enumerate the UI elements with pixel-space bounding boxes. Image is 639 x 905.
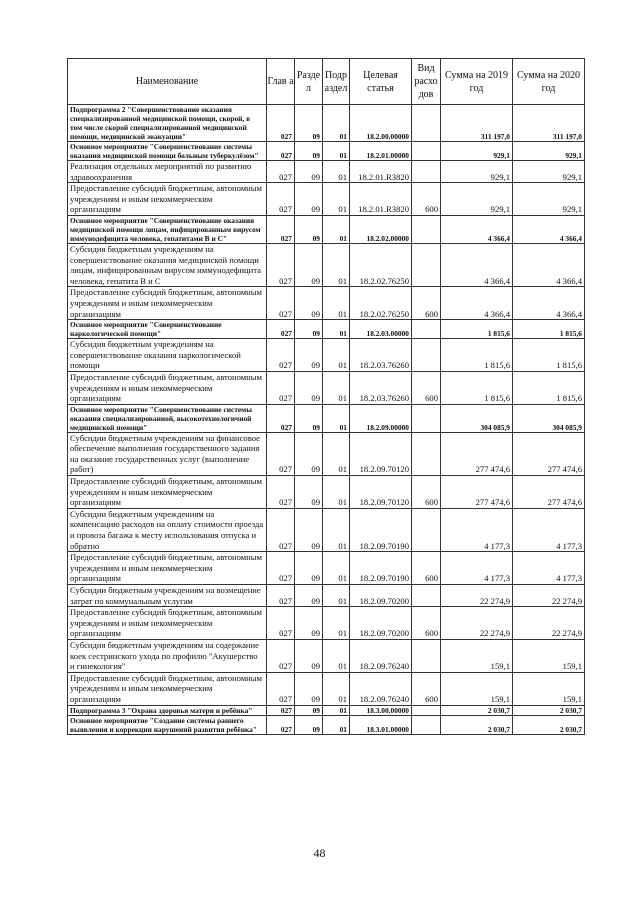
cell-target: 18.2.02.00000 [350, 215, 412, 243]
cell-name: Основное мероприятие "Совершенствование системы оказания медицинской помощи больным туберкулёзом" [68, 142, 267, 161]
cell-sum2019: 929,1 [441, 161, 513, 183]
cell-vid [412, 508, 441, 551]
table-row [68, 105, 585, 142]
cell-podrazdel: 01 [323, 161, 350, 183]
cell-razdel: 09 [295, 287, 323, 320]
col-header-name: Наименование [68, 59, 267, 105]
table-row [68, 320, 585, 339]
cell-sum2019: 159,1 [441, 639, 513, 672]
cell-vid: 600 [412, 183, 441, 216]
table-row [68, 552, 585, 585]
cell-name: Предоставление субсидий бюджетным, автономным учреждениям и иным некоммерческим организациям [68, 672, 267, 705]
cell-vid [412, 639, 441, 672]
cell-vid [412, 320, 441, 339]
cell-glava: 027 [267, 432, 295, 475]
cell-target: 18.3.01.00000 [350, 715, 412, 734]
table-row [68, 404, 585, 432]
cell-podrazdel: 01 [323, 320, 350, 339]
table-row [68, 607, 585, 640]
cell-sum2019: 1 815,6 [441, 371, 513, 404]
cell-vid [412, 404, 441, 432]
cell-target: 18.2.09.70120 [350, 476, 412, 509]
cell-podrazdel: 01 [323, 404, 350, 432]
cell-podrazdel: 01 [323, 287, 350, 320]
cell-sum2019: 22 274,9 [441, 585, 513, 607]
page-number: 48 [313, 846, 326, 860]
cell-glava: 027 [267, 105, 295, 142]
cell-sum2020: 277 474,6 [513, 476, 585, 509]
cell-target: 18.2.01.00000 [350, 142, 412, 161]
cell-glava: 027 [267, 215, 295, 243]
cell-vid: 600 [412, 287, 441, 320]
cell-glava: 027 [267, 320, 295, 339]
cell-vid [412, 339, 441, 372]
cell-podrazdel: 01 [323, 715, 350, 734]
cell-name: Предоставление субсидий бюджетным, автономным учреждениям и иным некоммерческим организациям [68, 287, 267, 320]
cell-target: 18.2.09.70200 [350, 607, 412, 640]
cell-sum2019: 2 030,7 [441, 705, 513, 715]
cell-podrazdel: 01 [323, 339, 350, 372]
cell-sum2020: 22 274,9 [513, 585, 585, 607]
cell-target: 18.2.03.76260 [350, 371, 412, 404]
cell-sum2019: 311 197,0 [441, 105, 513, 142]
cell-sum2020: 4 366,4 [513, 287, 585, 320]
cell-target: 18.3.00.00000 [350, 705, 412, 715]
cell-razdel: 09 [295, 371, 323, 404]
table-row [68, 705, 585, 715]
cell-vid [412, 585, 441, 607]
cell-glava: 027 [267, 142, 295, 161]
col-header-target: Целевая статья [350, 59, 412, 105]
cell-target: 18.2.09.70190 [350, 552, 412, 585]
cell-sum2020: 1 815,6 [513, 320, 585, 339]
cell-podrazdel: 01 [323, 639, 350, 672]
cell-vid: 600 [412, 607, 441, 640]
cell-sum2019: 2 030,7 [441, 715, 513, 734]
cell-sum2019: 4 177,3 [441, 552, 513, 585]
cell-name: Основное мероприятие "Совершенствование оказания медицинской помощи лицам, инфицированным вирусом иммунодефицита человека, гепатитами В и С" [68, 215, 267, 243]
table-row [68, 476, 585, 509]
cell-sum2019: 929,1 [441, 183, 513, 216]
cell-sum2019: 1 815,6 [441, 320, 513, 339]
cell-podrazdel: 01 [323, 142, 350, 161]
table-row [68, 161, 585, 183]
cell-razdel: 09 [295, 476, 323, 509]
table-row [68, 672, 585, 705]
cell-name: Предоставление субсидий бюджетным, автономным учреждениям и иным некоммерческим организациям [68, 371, 267, 404]
cell-razdel: 09 [295, 320, 323, 339]
cell-sum2020: 4 366,4 [513, 243, 585, 286]
cell-name: Предоставление субсидий бюджетным, автономным учреждениям и иным некоммерческим организациям [68, 607, 267, 640]
cell-razdel: 09 [295, 639, 323, 672]
cell-name: Субсидия бюджетным учреждениям на совершенствование оказания наркологической помощи [68, 339, 267, 372]
cell-vid [412, 161, 441, 183]
cell-sum2020: 304 085,9 [513, 404, 585, 432]
cell-target: 18.2.01.R3820 [350, 183, 412, 216]
cell-sum2020: 311 197,0 [513, 105, 585, 142]
cell-razdel: 09 [295, 672, 323, 705]
cell-podrazdel: 01 [323, 243, 350, 286]
cell-razdel: 09 [295, 215, 323, 243]
cell-sum2019: 277 474,6 [441, 476, 513, 509]
table-row [68, 371, 585, 404]
cell-sum2020: 2 030,7 [513, 705, 585, 715]
cell-name: Предоставление субсидий бюджетным, автономным учреждениям и иным некоммерческим организациям [68, 476, 267, 509]
table-row [68, 715, 585, 734]
cell-sum2019: 4 366,4 [441, 287, 513, 320]
cell-glava: 027 [267, 371, 295, 404]
cell-sum2020: 159,1 [513, 672, 585, 705]
cell-name: Основное мероприятие "Совершенствование системы оказания специализированной, высокотехнологичной медицинской помощи" [68, 404, 267, 432]
cell-target: 18.2.09.76240 [350, 639, 412, 672]
table-row [68, 243, 585, 286]
cell-podrazdel: 01 [323, 215, 350, 243]
cell-name: Субсидия бюджетным учреждениям на содержание коек сестринского ухода по профилю "Акушерство и гинекология" [68, 639, 267, 672]
table-row [68, 183, 585, 216]
table-header-row [68, 59, 585, 105]
budget-table [67, 58, 585, 735]
cell-razdel: 09 [295, 105, 323, 142]
cell-target: 18.2.01.R3820 [350, 161, 412, 183]
cell-target: 18.2.00.00000 [350, 105, 412, 142]
cell-target: 18.2.02.76250 [350, 287, 412, 320]
cell-sum2019: 929,1 [441, 142, 513, 161]
cell-podrazdel: 01 [323, 672, 350, 705]
cell-glava: 027 [267, 161, 295, 183]
cell-podrazdel: 01 [323, 508, 350, 551]
cell-sum2020: 929,1 [513, 183, 585, 216]
cell-sum2019: 4 366,4 [441, 243, 513, 286]
cell-sum2020: 159,1 [513, 639, 585, 672]
cell-target: 18.2.09.00000 [350, 404, 412, 432]
cell-podrazdel: 01 [323, 552, 350, 585]
cell-glava: 027 [267, 243, 295, 286]
cell-glava: 027 [267, 339, 295, 372]
cell-target: 18.2.09.70120 [350, 432, 412, 475]
cell-vid: 600 [412, 672, 441, 705]
cell-sum2020: 2 030,7 [513, 715, 585, 734]
cell-razdel: 09 [295, 243, 323, 286]
cell-name: Подпрограмма 3 "Охрана здоровья матери и ребёнка" [68, 705, 267, 715]
cell-glava: 027 [267, 552, 295, 585]
cell-sum2020: 1 815,6 [513, 339, 585, 372]
cell-target: 18.2.02.76250 [350, 243, 412, 286]
cell-name: Основное мероприятие "Создание системы раннего выявления и коррекции нарушений развития ребёнка" [68, 715, 267, 734]
table-row [68, 287, 585, 320]
col-header-sum2019: Сумма на 2019 год [441, 59, 513, 105]
cell-name: Подпрограмма 2 "Совершенствование оказания специализированной медицинской помощи, скорой, в том числе скорой специализированной медицинской помощи, медицинской эвакуации" [68, 105, 267, 142]
cell-sum2019: 4 366,4 [441, 215, 513, 243]
table-row [68, 339, 585, 372]
cell-target: 18.2.09.76240 [350, 672, 412, 705]
cell-vid: 600 [412, 552, 441, 585]
cell-glava: 027 [267, 639, 295, 672]
cell-vid [412, 142, 441, 161]
cell-sum2019: 304 085,9 [441, 404, 513, 432]
cell-name: Реализация отдельных мероприятий по развитию здравоохранения [68, 161, 267, 183]
cell-podrazdel: 01 [323, 585, 350, 607]
table-row [68, 508, 585, 551]
cell-glava: 027 [267, 476, 295, 509]
cell-razdel: 09 [295, 705, 323, 715]
cell-vid [412, 215, 441, 243]
cell-name: Основное мероприятие "Совершенствование наркологической помощи" [68, 320, 267, 339]
table-row [68, 585, 585, 607]
cell-razdel: 09 [295, 142, 323, 161]
cell-podrazdel: 01 [323, 105, 350, 142]
cell-glava: 027 [267, 287, 295, 320]
cell-glava: 027 [267, 672, 295, 705]
cell-glava: 027 [267, 607, 295, 640]
col-header-podrazdel: Подр аздел [323, 59, 350, 105]
col-header-glava: Глав а [267, 59, 295, 105]
cell-target: 18.2.03.76260 [350, 339, 412, 372]
cell-sum2020: 4 177,3 [513, 552, 585, 585]
cell-razdel: 09 [295, 183, 323, 216]
cell-podrazdel: 01 [323, 705, 350, 715]
col-header-vid: Вид расхо дов [412, 59, 441, 105]
cell-glava: 027 [267, 705, 295, 715]
cell-glava: 027 [267, 183, 295, 216]
cell-razdel: 09 [295, 715, 323, 734]
cell-podrazdel: 01 [323, 371, 350, 404]
cell-razdel: 09 [295, 404, 323, 432]
cell-razdel: 09 [295, 585, 323, 607]
cell-glava: 027 [267, 585, 295, 607]
cell-podrazdel: 01 [323, 432, 350, 475]
cell-name: Субсидии бюджетным учреждениям на финансовое обеспечение выполнения государственного задания на оказание государственных услуг (выполнение работ) [68, 432, 267, 475]
cell-vid: 600 [412, 371, 441, 404]
cell-name: Предоставление субсидий бюджетным, автономным учреждениям и иным некоммерческим организациям [68, 552, 267, 585]
cell-razdel: 09 [295, 552, 323, 585]
cell-glava: 027 [267, 715, 295, 734]
cell-name: Предоставление субсидий бюджетным, автономным учреждениям и иным некоммерческим организациям [68, 183, 267, 216]
cell-sum2019: 159,1 [441, 672, 513, 705]
cell-sum2019: 22 274,9 [441, 607, 513, 640]
cell-sum2019: 4 177,3 [441, 508, 513, 551]
cell-razdel: 09 [295, 339, 323, 372]
table-row [68, 639, 585, 672]
cell-glava: 027 [267, 404, 295, 432]
cell-sum2020: 929,1 [513, 161, 585, 183]
cell-podrazdel: 01 [323, 183, 350, 216]
cell-sum2019: 277 474,6 [441, 432, 513, 475]
cell-name: Субсидии бюджетным учреждениям на возмещение затрат по коммунальным услугам [68, 585, 267, 607]
cell-razdel: 09 [295, 607, 323, 640]
cell-sum2020: 4 177,3 [513, 508, 585, 551]
cell-podrazdel: 01 [323, 607, 350, 640]
cell-sum2020: 22 274,9 [513, 607, 585, 640]
cell-name: Субсидии бюджетным учреждениям на компенсацию расходов на оплату стоимости проезда и провоза багажа к месту использования отпуска и обратно [68, 508, 267, 551]
cell-razdel: 09 [295, 161, 323, 183]
cell-sum2019: 1 815,6 [441, 339, 513, 372]
cell-vid [412, 705, 441, 715]
cell-podrazdel: 01 [323, 476, 350, 509]
cell-vid [412, 432, 441, 475]
cell-target: 18.2.09.70200 [350, 585, 412, 607]
cell-vid [412, 105, 441, 142]
col-header-razdel: Разде л [295, 59, 323, 105]
table-row [68, 432, 585, 475]
table-row [68, 142, 585, 161]
cell-sum2020: 929,1 [513, 142, 585, 161]
col-header-sum2020: Сумма на 2020 год [513, 59, 585, 105]
cell-target: 18.2.03.00000 [350, 320, 412, 339]
cell-vid: 600 [412, 476, 441, 509]
cell-vid [412, 243, 441, 286]
cell-glava: 027 [267, 508, 295, 551]
cell-vid [412, 715, 441, 734]
cell-name: Субсидия бюджетным учреждениям на совершенствование оказания медицинской помощи лицам, инфицированным вирусом иммунодефицита человека, гепатита В и С [68, 243, 267, 286]
cell-target: 18.2.09.70190 [350, 508, 412, 551]
cell-razdel: 09 [295, 432, 323, 475]
cell-sum2020: 4 366,4 [513, 215, 585, 243]
cell-sum2020: 277 474,6 [513, 432, 585, 475]
cell-razdel: 09 [295, 508, 323, 551]
cell-sum2020: 1 815,6 [513, 371, 585, 404]
table-row [68, 215, 585, 243]
